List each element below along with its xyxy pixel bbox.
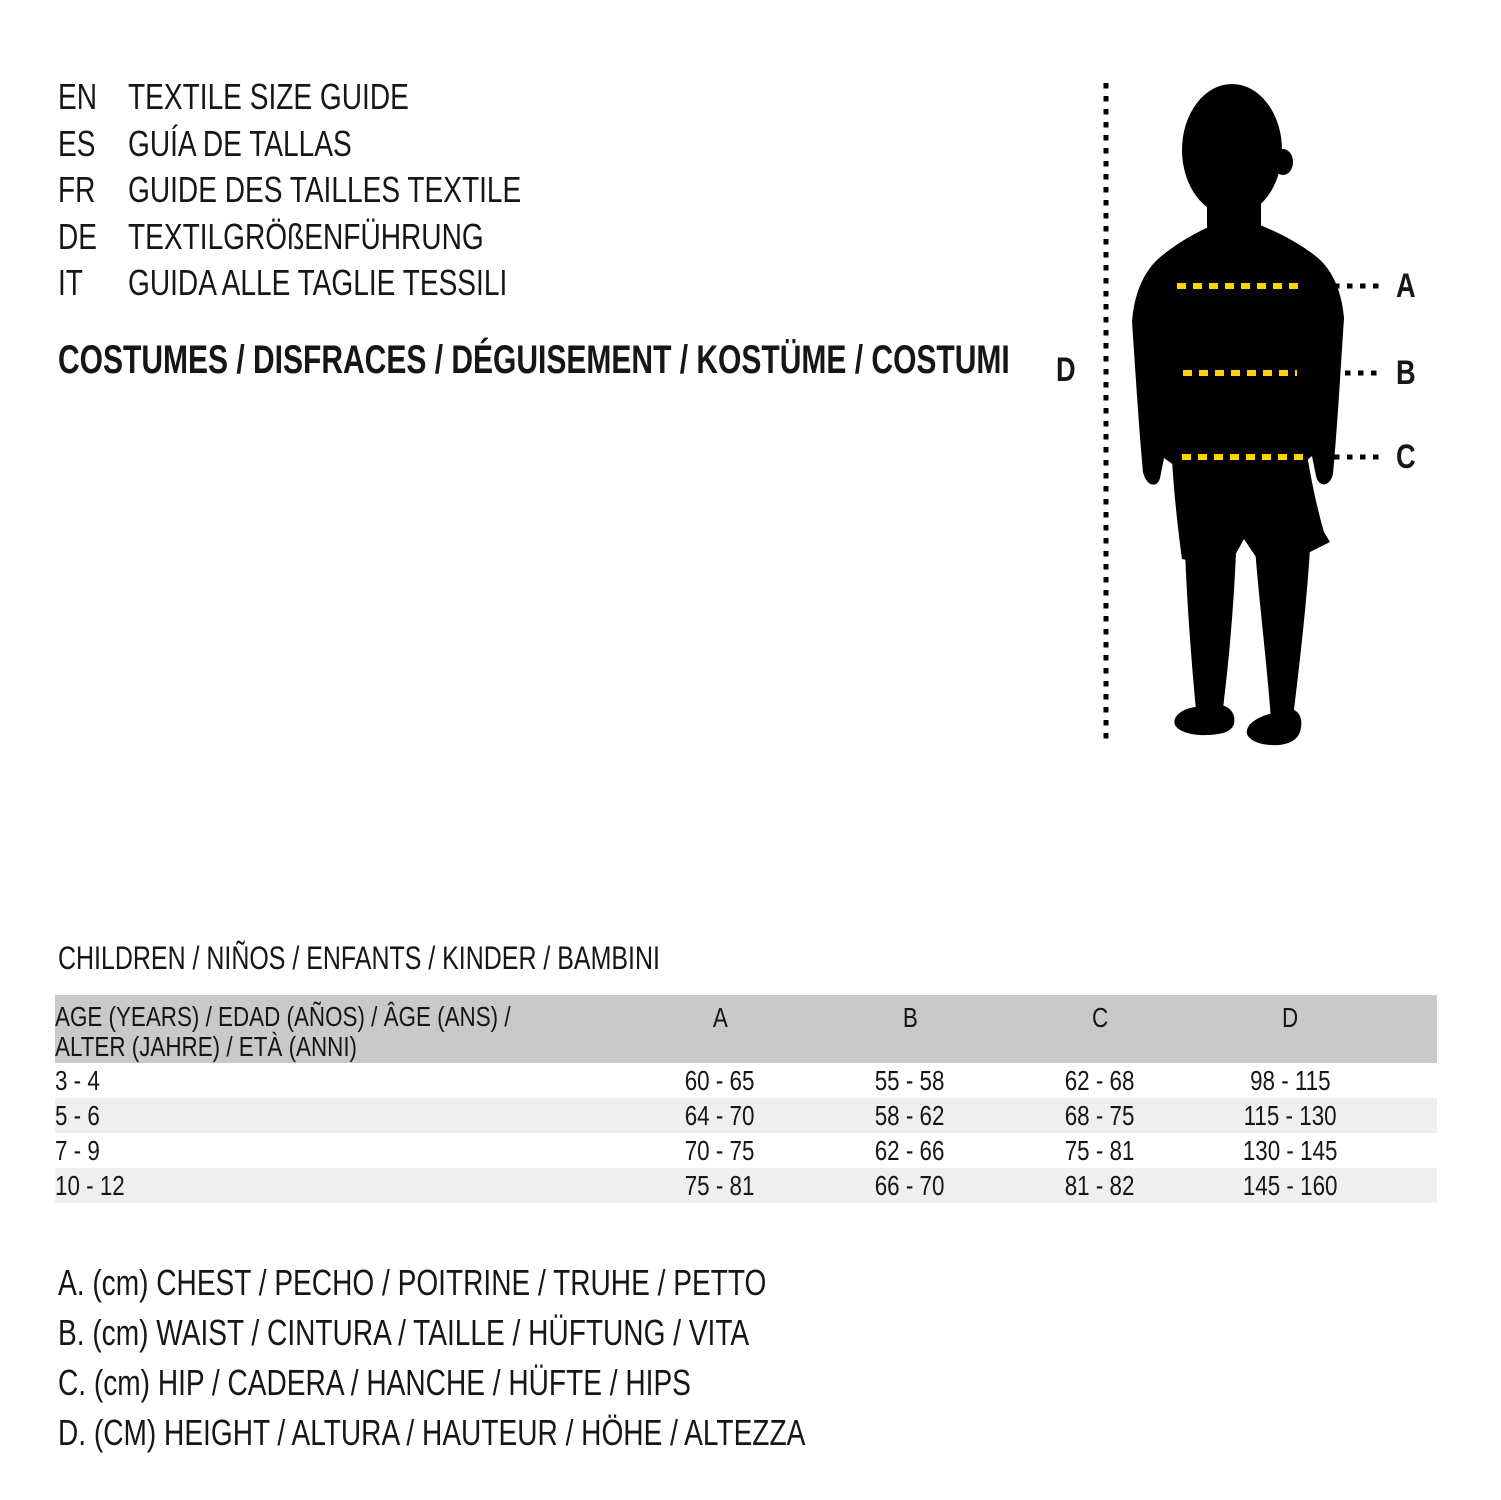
hip-cell: 68 - 75 [1065,1099,1135,1131]
age-cell: 5 - 6 [55,1099,100,1131]
column-header-b: B [902,1002,918,1033]
guide-title-fr: GUIDE DES TAILLES TEXTILE [128,169,522,211]
chest-cell: 70 - 75 [685,1134,755,1166]
size-row-5-6 [55,1098,1437,1133]
size-row-3-4 [55,1063,1437,1098]
language-code: ES [58,122,96,164]
waist-cell: 66 - 70 [875,1169,945,1201]
language-code: EN [58,76,98,118]
spacer-cell [1385,1133,1437,1168]
age-cell: 3 - 4 [55,1064,100,1096]
hip-cell: 62 - 68 [1065,1064,1135,1096]
measure-label-chest: A [1396,267,1416,305]
age-cell: 10 - 12 [55,1169,125,1201]
waist-cell: 62 - 66 [875,1134,945,1166]
language-row-de [58,214,632,261]
guide-title-es: GUÍA DE TALLAS [128,122,352,164]
height-cell: 115 - 130 [1243,1099,1337,1131]
language-code: IT [58,262,83,304]
spacer-cell [1385,1098,1437,1133]
height-cell: 145 - 160 [1242,1169,1338,1201]
guide-title-en: TEXTILE SIZE GUIDE [128,76,409,118]
measure-label-waist: B [1396,354,1416,392]
language-row-en [58,74,632,121]
column-header-c: C [1091,1002,1109,1033]
size-row-7-9 [55,1133,1437,1168]
size-row-10-12 [55,1168,1437,1203]
guide-title-it: GUIDA ALLE TAGLIE TESSILI [128,262,508,304]
chest-cell: 75 - 81 [685,1169,755,1201]
child-silhouette [1132,84,1344,745]
category-title: COSTUMES / DISFRACES / DÉGUISEMENT / KOSTÜME / COSTUMI [58,338,1010,382]
hip-cell: 75 - 81 [1065,1134,1135,1166]
column-header-a: A [712,1002,728,1033]
legend-hip: C. (cm) HIP / CADERA / HANCHE / HÜFTE / HIPS [58,1362,691,1403]
waist-cell: 55 - 58 [875,1064,945,1096]
children-size-table [55,995,1437,1203]
chest-cell: 60 - 65 [685,1064,755,1096]
language-code: FR [58,169,96,211]
language-title-list [58,74,632,307]
language-row-es [58,121,632,168]
language-row-fr [58,167,632,214]
measure-label-height: D [1056,351,1076,389]
height-cell: 130 - 145 [1242,1134,1338,1166]
child-measurement-figure [1040,60,1500,780]
spacer-cell [1385,1063,1437,1098]
table-section-title: CHILDREN / NIÑOS / ENFANTS / KINDER / BAMBINI [58,940,660,976]
legend-height: D. (CM) HEIGHT / ALTURA / HAUTEUR / HÖHE / ALTEZZA [58,1412,806,1453]
chest-cell: 64 - 70 [685,1099,755,1131]
child-silhouette-diagram [1040,60,1500,780]
age-cell: 7 - 9 [55,1134,100,1166]
height-cell: 98 - 115 [1249,1064,1331,1096]
language-row-it [58,260,632,307]
size-table-header-row [55,995,1437,1063]
column-header-spacer [1385,995,1437,1063]
guide-title-de: TEXTILGRÖßENFÜHRUNG [128,215,484,257]
measure-label-hip: C [1396,438,1416,476]
hip-cell: 81 - 82 [1065,1169,1135,1201]
legend-chest: A. (cm) CHEST / PECHO / POITRINE / TRUHE / PETTO [58,1262,767,1303]
spacer-cell [1385,1168,1437,1203]
legend-waist: B. (cm) WAIST / CINTURA / TAILLE / HÜFTUNG / VITA [58,1312,750,1353]
age-column-header: AGE (YEARS) / EDAD (AÑOS) / ÂGE (ANS) / ALTER (JAHRE) / ETÀ (ANNI) [55,1001,511,1062]
column-header-d: D [1281,1002,1299,1033]
language-code: DE [58,215,98,257]
measurement-legend [58,1258,1016,1458]
waist-cell: 58 - 62 [875,1099,945,1131]
